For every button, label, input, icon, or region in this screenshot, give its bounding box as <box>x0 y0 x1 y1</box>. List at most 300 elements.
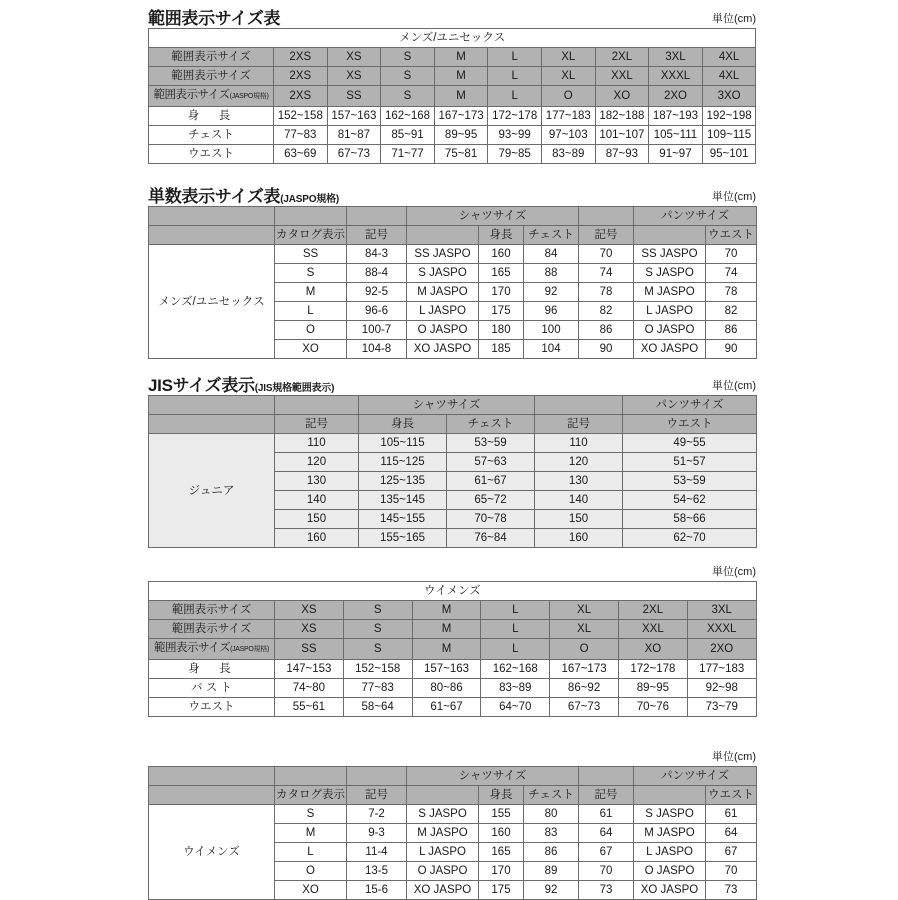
table-row <box>149 805 757 824</box>
table-cell: 175 <box>479 881 524 900</box>
table-cell: 125~135 <box>359 472 447 491</box>
table-cell: S <box>381 86 435 107</box>
table-row-header-cols <box>149 226 757 245</box>
table-cell: 73~79 <box>687 698 756 717</box>
table-cell: XO <box>595 86 649 107</box>
header-height: 身長 <box>359 415 447 434</box>
table-cell: 80~86 <box>412 679 481 698</box>
header-waist: ウエスト <box>623 415 757 434</box>
table-cell: 110 <box>275 434 359 453</box>
table-cell: 101~107 <box>595 126 649 145</box>
table-cell: 61~67 <box>447 472 535 491</box>
table-cell: 89~95 <box>618 679 687 698</box>
table-cell: 70 <box>579 245 634 264</box>
table-cell: 58~66 <box>623 510 757 529</box>
unit-label: 単位(cm) <box>712 380 756 392</box>
table-cell: 70~76 <box>618 698 687 717</box>
table-cell: S <box>381 48 435 67</box>
row-label-size2: 範囲表示サイズ <box>149 620 275 639</box>
table-cell: SS <box>275 245 347 264</box>
section-header <box>148 4 756 28</box>
table-cell: L <box>481 639 550 660</box>
table-cell: O JASPO <box>407 862 479 881</box>
section-junior-jis <box>148 371 756 548</box>
table-cell: 75~81 <box>434 145 488 164</box>
table-cell: SS <box>275 639 344 660</box>
table-cell: 82 <box>706 302 757 321</box>
table-cell: 90 <box>579 340 634 359</box>
table-cell: 177~183 <box>687 660 756 679</box>
group-label: ウイメンズ <box>149 582 757 601</box>
table-cell: XO JASPO <box>634 881 706 900</box>
table-cell: 53~59 <box>623 472 757 491</box>
header-mark2: 記号 <box>535 415 623 434</box>
section-mens-range <box>148 4 756 164</box>
table-cell: 80 <box>524 805 579 824</box>
table-cell: XO <box>618 639 687 660</box>
table-cell: 100 <box>524 321 579 340</box>
table-cell: 157~163 <box>412 660 481 679</box>
row-label-size1: 範囲表示サイズ <box>149 48 274 67</box>
table-cell: 96-6 <box>347 302 407 321</box>
table-cell: 70~78 <box>447 510 535 529</box>
table-cell: 192~198 <box>702 107 756 126</box>
group-label: ジュニア <box>149 434 275 548</box>
row-label-size2: 範囲表示サイズ <box>149 67 274 86</box>
table-cell: 150 <box>535 510 623 529</box>
table-cell: 64~70 <box>481 698 550 717</box>
table-cell: 165 <box>479 264 524 283</box>
table-row-size2 <box>149 620 757 639</box>
table-cell: 82 <box>579 302 634 321</box>
table-cell: 2XL <box>595 48 649 67</box>
row-label-size3: 範囲表示サイズ(JASPO規格) <box>149 639 275 660</box>
row-label-chest: チェスト <box>149 126 274 145</box>
table-cell: XXL <box>618 620 687 639</box>
table-cell: 67~73 <box>550 698 619 717</box>
table-cell: S <box>343 620 412 639</box>
table-cell: M <box>412 620 481 639</box>
table-cell: 61~67 <box>412 698 481 717</box>
table-cell: 11-4 <box>347 843 407 862</box>
table-cell: 78 <box>706 283 757 302</box>
table-cell: L JASPO <box>634 843 706 862</box>
section-title: 範囲表示サイズ表 <box>148 9 281 28</box>
header-chest: チェスト <box>447 415 535 434</box>
table-cell: 3XL <box>687 601 756 620</box>
table-cell: 86~92 <box>550 679 619 698</box>
table-cell: 85~91 <box>381 126 435 145</box>
group-label: メンズ/ユニセックス <box>149 29 756 48</box>
header-height: 身長 <box>479 226 524 245</box>
table-cell: 74 <box>579 264 634 283</box>
table-cell: 162~168 <box>481 660 550 679</box>
table-cell: 2XO <box>687 639 756 660</box>
unit-label: 単位(cm) <box>712 191 756 203</box>
group-label: メンズ/ユニセックス <box>149 245 275 359</box>
header-shirt-size: シャツサイズ <box>407 767 579 786</box>
table-cell: 71~77 <box>381 145 435 164</box>
table-cell: 67~73 <box>327 145 381 164</box>
table-cell: XO <box>275 340 347 359</box>
table-cell: 73 <box>579 881 634 900</box>
table-row-height <box>149 660 757 679</box>
junior-jis-table <box>148 395 757 548</box>
table-row-size3 <box>149 86 756 107</box>
table-row-group-label <box>149 29 756 48</box>
spacer-cell <box>579 767 634 786</box>
table-cell: 83~89 <box>541 145 595 164</box>
table-cell: 175 <box>479 302 524 321</box>
table-cell: M JASPO <box>407 283 479 302</box>
table-cell: 61 <box>706 805 757 824</box>
header-chest: チェスト <box>524 786 579 805</box>
table-cell: 93~99 <box>488 126 542 145</box>
header-pants-size: パンツサイズ <box>634 767 757 786</box>
spacer-cell <box>275 207 347 226</box>
table-cell: 96 <box>524 302 579 321</box>
table-cell: 2XS <box>274 67 328 86</box>
table-cell: 140 <box>535 491 623 510</box>
table-cell: 130 <box>275 472 359 491</box>
table-cell: 172~178 <box>488 107 542 126</box>
section-header <box>148 371 756 395</box>
table-cell: 4XL <box>702 67 756 86</box>
table-cell: O <box>550 639 619 660</box>
table-cell: 147~153 <box>275 660 344 679</box>
row-label-size3: 範囲表示サイズ(JASPO規格) <box>149 86 274 107</box>
spacer-cell <box>149 207 275 226</box>
table-cell: 87~93 <box>595 145 649 164</box>
header-shirt-size: シャツサイズ <box>359 396 535 415</box>
mens-jaspo-table <box>148 206 757 359</box>
table-cell: S <box>275 264 347 283</box>
table-cell: 167~173 <box>550 660 619 679</box>
table-cell: 89 <box>524 862 579 881</box>
table-cell: O <box>275 862 347 881</box>
table-cell: 15-6 <box>347 881 407 900</box>
table-cell: 152~158 <box>274 107 328 126</box>
unit-label: 単位(cm) <box>712 751 756 763</box>
table-cell: XO JASPO <box>634 340 706 359</box>
table-cell: 70 <box>706 245 757 264</box>
table-cell: 140 <box>275 491 359 510</box>
table-cell: M JASPO <box>634 824 706 843</box>
table-cell: 155 <box>479 805 524 824</box>
table-cell: M <box>412 639 481 660</box>
table-cell: XL <box>550 601 619 620</box>
spacer-cell <box>149 396 275 415</box>
table-cell: 2XO <box>649 86 703 107</box>
table-cell: 67 <box>706 843 757 862</box>
table-cell: XO <box>275 881 347 900</box>
spacer-cell <box>407 786 479 805</box>
table-cell: S <box>343 639 412 660</box>
table-cell: 162~168 <box>381 107 435 126</box>
table-cell: 155~165 <box>359 529 447 548</box>
table-cell: 187~193 <box>649 107 703 126</box>
table-cell: 76~84 <box>447 529 535 548</box>
table-cell: 89~95 <box>434 126 488 145</box>
row-label-height: 身 長 <box>149 107 274 126</box>
table-cell: 105~111 <box>649 126 703 145</box>
header-waist: ウエスト <box>706 786 757 805</box>
table-cell: 62~70 <box>623 529 757 548</box>
table-cell: L <box>488 67 542 86</box>
table-cell: 180 <box>479 321 524 340</box>
table-row-group-label <box>149 582 757 601</box>
table-cell: 105~115 <box>359 434 447 453</box>
row-label-size1: 範囲表示サイズ <box>149 601 275 620</box>
table-cell: 90 <box>706 340 757 359</box>
table-cell: 2XL <box>618 601 687 620</box>
spacer-cell <box>149 415 275 434</box>
section-title: JISサイズ表示(JIS規格範囲表示) <box>148 376 335 395</box>
section-header <box>148 561 756 581</box>
table-cell: 74 <box>706 264 757 283</box>
spacer-cell <box>149 226 275 245</box>
mens-range-table <box>148 28 756 164</box>
table-cell: 64 <box>579 824 634 843</box>
table-cell: 109~115 <box>702 126 756 145</box>
table-cell: 67 <box>579 843 634 862</box>
table-cell: 86 <box>524 843 579 862</box>
section-header <box>148 746 756 766</box>
table-cell: 58~64 <box>343 698 412 717</box>
header-catalog: カタログ表示 <box>275 786 347 805</box>
table-cell: XO JASPO <box>407 340 479 359</box>
table-cell: 160 <box>275 529 359 548</box>
table-cell: SS <box>327 86 381 107</box>
table-cell: 170 <box>479 862 524 881</box>
table-cell: 81~87 <box>327 126 381 145</box>
table-cell: 160 <box>479 245 524 264</box>
table-cell: 70 <box>706 862 757 881</box>
table-cell: 65~72 <box>447 491 535 510</box>
row-label-waist: ウエスト <box>149 698 275 717</box>
table-cell: 57~63 <box>447 453 535 472</box>
table-cell: 63~69 <box>274 145 328 164</box>
table-cell: 9-3 <box>347 824 407 843</box>
table-cell: L <box>275 843 347 862</box>
table-cell: XO JASPO <box>407 881 479 900</box>
unit-label: 単位(cm) <box>712 566 756 578</box>
spacer-cell <box>407 226 479 245</box>
table-cell: M <box>434 67 488 86</box>
table-row-header-cols <box>149 415 757 434</box>
womens-range-table <box>148 581 757 717</box>
table-cell: 79~85 <box>488 145 542 164</box>
table-cell: O <box>275 321 347 340</box>
section-womens-range <box>148 561 756 717</box>
group-label: ウイメンズ <box>149 805 275 900</box>
table-cell: 115~125 <box>359 453 447 472</box>
table-cell: 157~163 <box>327 107 381 126</box>
table-cell: S <box>275 805 347 824</box>
section-womens-jaspo <box>148 746 756 900</box>
table-cell: M <box>275 283 347 302</box>
table-cell: S JASPO <box>634 264 706 283</box>
table-cell: 83 <box>524 824 579 843</box>
table-cell: L JASPO <box>407 843 479 862</box>
table-cell: XS <box>275 620 344 639</box>
unit-label: 単位(cm) <box>712 13 756 25</box>
spacer-cell <box>579 207 634 226</box>
table-cell: 172~178 <box>618 660 687 679</box>
table-cell: 4XL <box>702 48 756 67</box>
table-cell: 64 <box>706 824 757 843</box>
table-row-header-cols <box>149 786 757 805</box>
table-cell: 3XL <box>649 48 703 67</box>
table-cell: 3XO <box>702 86 756 107</box>
table-row-size1 <box>149 601 757 620</box>
table-cell: 135~145 <box>359 491 447 510</box>
table-cell: 104-8 <box>347 340 407 359</box>
table-cell: 13-5 <box>347 862 407 881</box>
spacer-cell <box>347 207 407 226</box>
table-cell: XL <box>550 620 619 639</box>
table-cell: 54~62 <box>623 491 757 510</box>
womens-jaspo-table <box>148 766 757 900</box>
table-cell: 84-3 <box>347 245 407 264</box>
table-cell: 2XS <box>274 48 328 67</box>
table-cell: 165 <box>479 843 524 862</box>
table-cell: XS <box>327 48 381 67</box>
table-cell: S JASPO <box>407 264 479 283</box>
table-cell: L <box>488 86 542 107</box>
table-cell: O JASPO <box>634 862 706 881</box>
table-cell: XL <box>541 48 595 67</box>
table-cell: 86 <box>579 321 634 340</box>
table-row-height <box>149 107 756 126</box>
header-mark1: 記号 <box>347 786 407 805</box>
table-cell: 91~97 <box>649 145 703 164</box>
table-cell: 84 <box>524 245 579 264</box>
table-cell: M <box>275 824 347 843</box>
header-shirt-size: シャツサイズ <box>407 207 579 226</box>
table-cell: M JASPO <box>634 283 706 302</box>
table-cell: 145~155 <box>359 510 447 529</box>
header-mark2: 記号 <box>579 226 634 245</box>
table-cell: L <box>275 302 347 321</box>
table-cell: 152~158 <box>343 660 412 679</box>
table-cell: SS JASPO <box>634 245 706 264</box>
spacer-cell <box>275 767 347 786</box>
header-mark1: 記号 <box>275 415 359 434</box>
table-row-header-group <box>149 396 757 415</box>
table-cell: O <box>541 86 595 107</box>
table-cell: L <box>481 601 550 620</box>
table-cell: 104 <box>524 340 579 359</box>
table-cell: XXXL <box>687 620 756 639</box>
table-cell: M <box>434 86 488 107</box>
table-row-size1 <box>149 48 756 67</box>
table-cell: XS <box>327 67 381 86</box>
table-cell: XXL <box>595 67 649 86</box>
table-row-header-group <box>149 767 757 786</box>
table-cell: S JASPO <box>634 805 706 824</box>
table-cell: 170 <box>479 283 524 302</box>
table-row-bust <box>149 679 757 698</box>
table-cell: 92-5 <box>347 283 407 302</box>
row-label-bust: バ ス ト <box>149 679 275 698</box>
table-cell: L JASPO <box>407 302 479 321</box>
table-cell: M <box>412 601 481 620</box>
table-cell: L <box>481 620 550 639</box>
table-cell: 73 <box>706 881 757 900</box>
header-height: 身長 <box>479 786 524 805</box>
table-cell: 55~61 <box>275 698 344 717</box>
header-mark1: 記号 <box>347 226 407 245</box>
table-cell: 150 <box>275 510 359 529</box>
table-cell: 83~89 <box>481 679 550 698</box>
table-cell: M <box>434 48 488 67</box>
header-pants-size: パンツサイズ <box>634 207 757 226</box>
table-cell: 86 <box>706 321 757 340</box>
table-cell: 2XS <box>274 86 328 107</box>
table-cell: 92~98 <box>687 679 756 698</box>
table-cell: 95~101 <box>702 145 756 164</box>
table-cell: 70 <box>579 862 634 881</box>
table-cell: 7-2 <box>347 805 407 824</box>
table-cell: 167~173 <box>434 107 488 126</box>
table-cell: 160 <box>479 824 524 843</box>
table-cell: 77~83 <box>343 679 412 698</box>
table-cell: M JASPO <box>407 824 479 843</box>
table-row <box>149 434 757 453</box>
table-cell: 110 <box>535 434 623 453</box>
table-cell: 120 <box>535 453 623 472</box>
row-label-waist: ウエスト <box>149 145 274 164</box>
section-header <box>148 182 756 206</box>
table-cell: 97~103 <box>541 126 595 145</box>
table-cell: XL <box>541 67 595 86</box>
header-catalog: カタログ表示 <box>275 226 347 245</box>
row-label-height: 身 長 <box>149 660 275 679</box>
table-row <box>149 245 757 264</box>
table-cell: 78 <box>579 283 634 302</box>
table-cell: 177~183 <box>541 107 595 126</box>
table-cell: O JASPO <box>407 321 479 340</box>
table-row-waist <box>149 698 757 717</box>
spacer-cell <box>347 767 407 786</box>
spacer-cell <box>149 786 275 805</box>
header-chest: チェスト <box>524 226 579 245</box>
table-cell: O JASPO <box>634 321 706 340</box>
table-cell: 61 <box>579 805 634 824</box>
table-cell: 92 <box>524 881 579 900</box>
header-pants-size: パンツサイズ <box>623 396 757 415</box>
table-row-waist <box>149 145 756 164</box>
table-cell: 51~57 <box>623 453 757 472</box>
table-row-size2 <box>149 67 756 86</box>
table-cell: S <box>381 67 435 86</box>
header-mark2: 記号 <box>579 786 634 805</box>
table-cell: 120 <box>275 453 359 472</box>
table-cell: 49~55 <box>623 434 757 453</box>
table-row-size3 <box>149 639 757 660</box>
table-cell: L <box>488 48 542 67</box>
table-row-header-group <box>149 207 757 226</box>
spacer-cell <box>149 767 275 786</box>
table-cell: S JASPO <box>407 805 479 824</box>
table-cell: 130 <box>535 472 623 491</box>
table-cell: 53~59 <box>447 434 535 453</box>
table-cell: XXXL <box>649 67 703 86</box>
spacer-cell <box>634 226 706 245</box>
header-waist: ウエスト <box>706 226 757 245</box>
table-cell: 88-4 <box>347 264 407 283</box>
